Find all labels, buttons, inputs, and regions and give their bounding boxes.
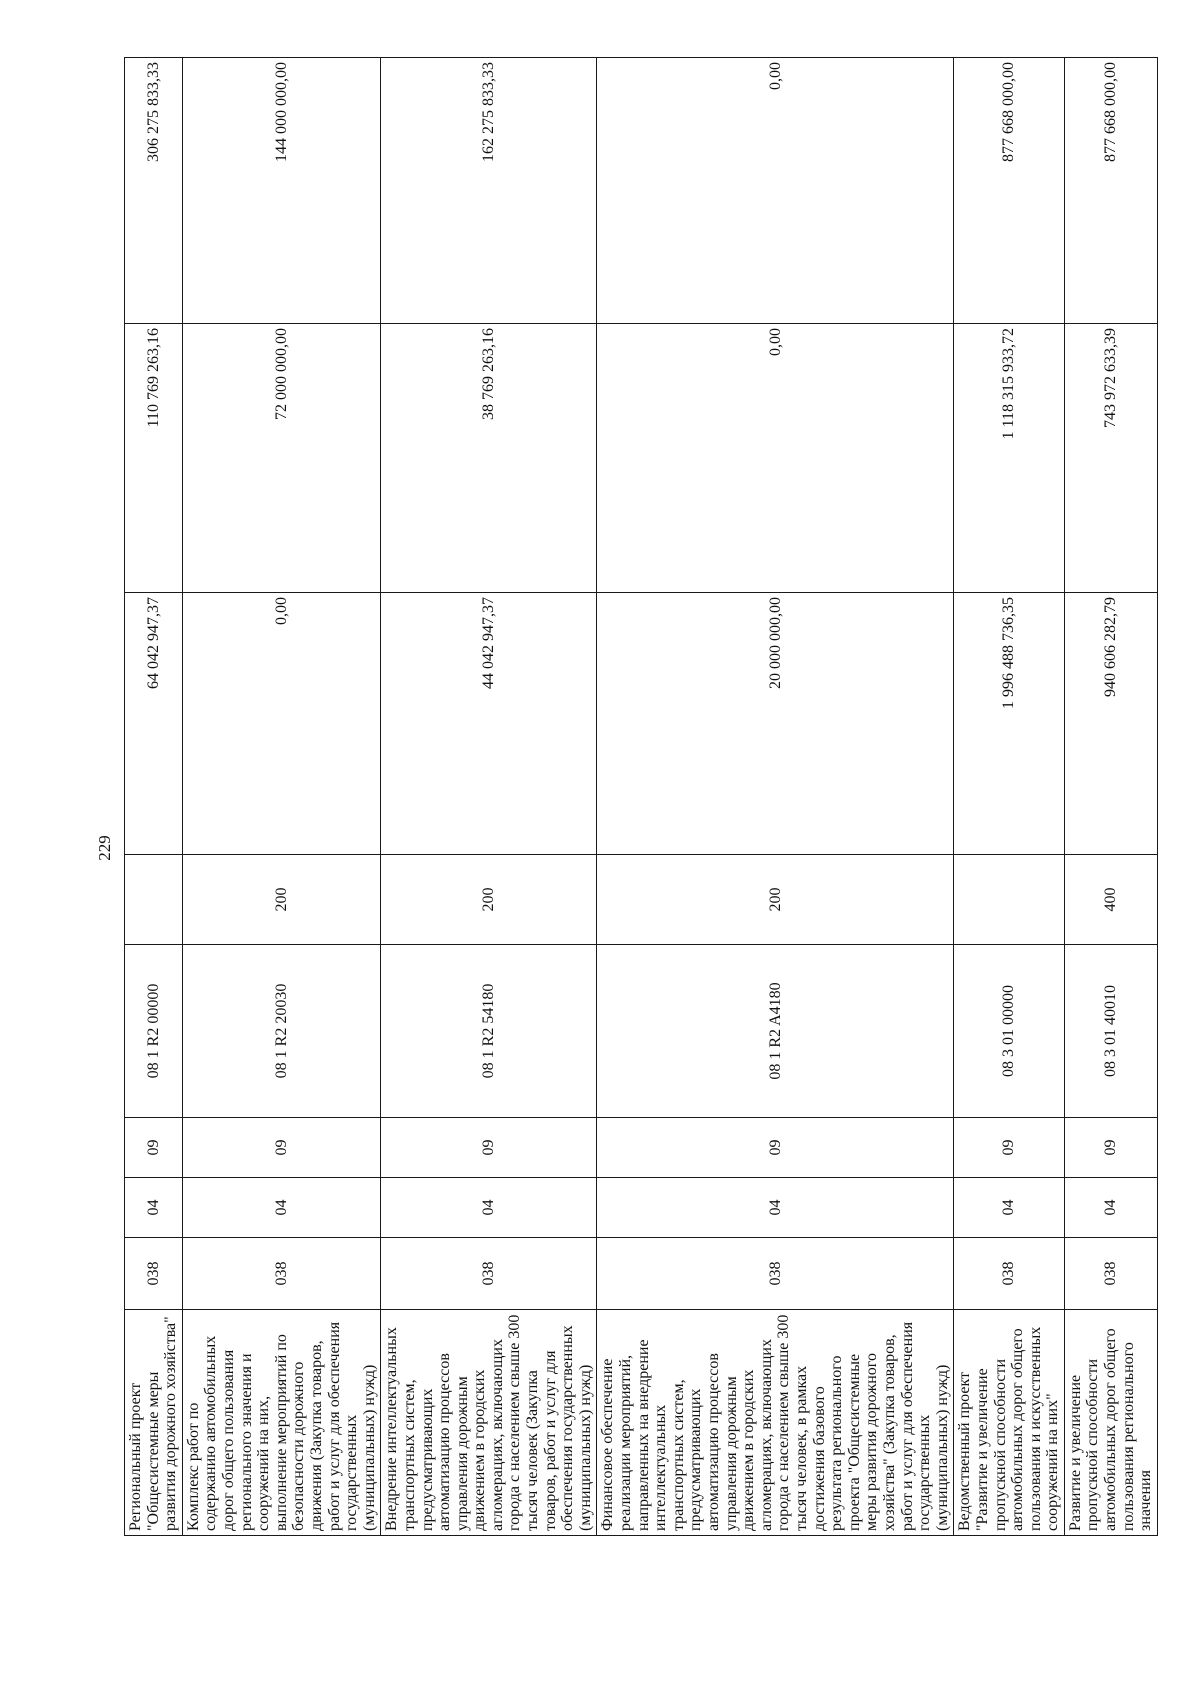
table-row <box>381 58 597 1536</box>
ministry-code: 038 <box>1064 1238 1157 1310</box>
amount-3: 306 275 833,33 <box>125 58 183 324</box>
expense-type-code: 200 <box>381 855 597 945</box>
expense-type-code: 200 <box>182 855 381 945</box>
rotated-table-wrapper <box>124 58 1155 1536</box>
expense-type-code: 400 <box>1064 855 1157 945</box>
subsection-code: 09 <box>1064 1118 1157 1178</box>
amount-1: 0,00 <box>182 593 381 855</box>
amount-1: 940 606 282,79 <box>1064 593 1157 855</box>
row-name: Региональный проект "Общесистемные меры развития дорожного хозяйства" <box>125 1310 183 1536</box>
amount-3: 0,00 <box>597 58 954 324</box>
budget-table <box>124 57 1158 1536</box>
target-article-code: 08 3 01 40010 <box>1064 945 1157 1118</box>
amount-1: 44 042 947,37 <box>381 593 597 855</box>
subsection-code: 09 <box>182 1118 381 1178</box>
section-code: 04 <box>381 1178 597 1238</box>
section-code: 04 <box>125 1178 183 1238</box>
ministry-code: 038 <box>125 1238 183 1310</box>
row-name: Финансовое обеспечение реализации мероприятий, направленных на внедрение интеллектуальных транспортных систем, предусматривающих автоматизацию процессов управления дорожным движением в городских агломерациях, включающих города с населением свыше 300 тысяч человек, в рамках достижения базового результата регионального проекта "Общесистемные меры развития дорожного хозяйства" (Закупка товаров, работ и услуг для обеспечения государственных (муниципальных) нужд) <box>597 1310 954 1536</box>
table-row <box>597 58 954 1536</box>
table-row <box>954 58 1065 1536</box>
target-article-code: 08 1 R2 A4180 <box>597 945 954 1118</box>
amount-2: 110 769 263,16 <box>125 324 183 593</box>
target-article-code: 08 3 01 00000 <box>954 945 1065 1118</box>
amount-3: 162 275 833,33 <box>381 58 597 324</box>
page-number: 229 <box>95 835 114 861</box>
amount-1: 20 000 000,00 <box>597 593 954 855</box>
subsection-code: 09 <box>125 1118 183 1178</box>
amount-2: 743 972 633,39 <box>1064 324 1157 593</box>
subsection-code: 09 <box>954 1118 1065 1178</box>
expense-type-code <box>125 855 183 945</box>
section-code: 04 <box>182 1178 381 1238</box>
target-article-code: 08 1 R2 54180 <box>381 945 597 1118</box>
row-name: Ведомственный проект "Развитие и увеличение пропускной способности автомобильных дорог общего пользования и искусственных сооружений на них" <box>954 1310 1065 1536</box>
ministry-code: 038 <box>381 1238 597 1310</box>
amount-2: 1 118 315 933,72 <box>954 324 1065 593</box>
ministry-code: 038 <box>597 1238 954 1310</box>
section-code: 04 <box>954 1178 1065 1238</box>
row-name: Внедрение интеллектуальных транспортных систем, предусматривающих автоматизацию процессов управления дорожным движением в городских агломерациях, включающих города с населением свыше 300 тысяч человек (Закупка товаров, работ и услуг для обеспечения государственных (муниципальных) нужд) <box>381 1310 597 1536</box>
amount-1: 64 042 947,37 <box>125 593 183 855</box>
section-code: 04 <box>597 1178 954 1238</box>
amount-1: 1 996 488 736,35 <box>954 593 1065 855</box>
section-code: 04 <box>1064 1178 1157 1238</box>
target-article-code: 08 1 R2 00000 <box>125 945 183 1118</box>
subsection-code: 09 <box>597 1118 954 1178</box>
row-name: Комплекс работ по содержанию автомобильных дорог общего пользования регионального значения и сооружений на них, выполнение мероприятий по безопасности дорожного движения (Закупка товаров, работ и услуг для обеспечения государственных (муниципальных) нужд) <box>182 1310 381 1536</box>
row-name: Развитие и увеличение пропускной способности автомобильных дорог общего пользования регионального значения <box>1064 1310 1157 1536</box>
table-row <box>182 58 381 1536</box>
amount-2: 72 000 000,00 <box>182 324 381 593</box>
ministry-code: 038 <box>182 1238 381 1310</box>
subsection-code: 09 <box>381 1118 597 1178</box>
table-row <box>1064 58 1157 1536</box>
amount-3: 877 668 000,00 <box>1064 58 1157 324</box>
amount-2: 38 769 263,16 <box>381 324 597 593</box>
target-article-code: 08 1 R2 20030 <box>182 945 381 1118</box>
expense-type-code <box>954 855 1065 945</box>
amount-2: 0,00 <box>597 324 954 593</box>
amount-3: 877 668 000,00 <box>954 58 1065 324</box>
table-row <box>125 58 183 1536</box>
expense-type-code: 200 <box>597 855 954 945</box>
ministry-code: 038 <box>954 1238 1065 1310</box>
amount-3: 144 000 000,00 <box>182 58 381 324</box>
